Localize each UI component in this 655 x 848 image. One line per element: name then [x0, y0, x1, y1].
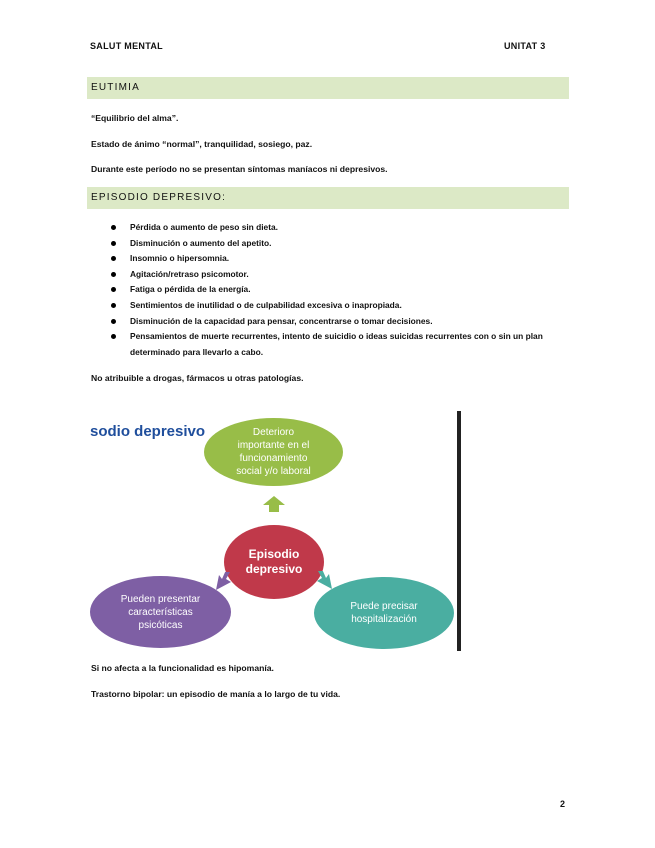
- node-text-line: hospitalización: [351, 614, 417, 625]
- symptom-text: Agitación/retraso psicomotor.: [130, 268, 249, 279]
- bullet-icon: [111, 303, 116, 308]
- symptom-text: Insomnio o hipersomnia.: [130, 253, 230, 264]
- symptom-text: Disminución de la capacidad para pensar, concentrarse o tomar decisiones.: [130, 315, 433, 326]
- symptom-text: Fatiga o pérdida de la energía.: [130, 284, 251, 295]
- eutimia-paragraph-1: “Equilibrio del alma”.: [91, 113, 179, 123]
- node-text-line: Pueden presentar: [120, 593, 201, 605]
- central-node-episodio: [224, 525, 324, 599]
- symptom-text: Pérdida o aumento de peso sin dieta.: [130, 222, 278, 232]
- consequence-node-deterioro: [204, 418, 343, 486]
- symptom-text: Sentimientos de inutilidad o de culpabilidad excesiva o inapropiada.: [130, 299, 402, 310]
- list-item: [110, 282, 568, 298]
- bullet-icon: [111, 225, 116, 230]
- node-text-line: importante en el: [237, 440, 310, 451]
- eutimia-paragraph-2: Estado de ánimo “normal”, tranquilidad, sosiego, paz.: [91, 139, 313, 149]
- list-item: [110, 251, 568, 267]
- symptom-text: Pensamientos de muerte recurrentes, intento de suicidio o ideas suicidas recurrentes con o sin un plan determinado para llevarlo a cabo.: [130, 331, 543, 357]
- consequence-node-hospitalizacion: [314, 577, 454, 649]
- bullet-icon: [111, 334, 116, 339]
- bullet-icon: [111, 319, 116, 324]
- consequence-node-psicoticas: [90, 576, 231, 648]
- node-text-line: Puede precisar: [350, 601, 418, 612]
- arrow-down-right-icon: [314, 571, 334, 591]
- symptom-list: [110, 220, 568, 360]
- diagram-title: sodio depresivo: [90, 423, 206, 440]
- list-item: [110, 236, 568, 252]
- section-title-episodio-depresivo: EPISODIO DEPRESIVO:: [87, 187, 569, 209]
- arrow-up-icon: [263, 496, 285, 512]
- diagram-divider: [457, 411, 461, 651]
- node-text-line: social y/o laboral: [236, 466, 311, 477]
- node-text-line: características: [128, 606, 193, 618]
- list-item: [110, 267, 568, 283]
- list-item: [110, 329, 568, 360]
- node-text-line: psicóticas: [138, 619, 183, 631]
- bipolar-paragraph: Trastorno bipolar: un episodio de manía a lo largo de tu vida.: [91, 689, 341, 699]
- exclusion-paragraph: No atribuible a drogas, fármacos u otras patologías.: [91, 373, 304, 383]
- node-text-line: Deterioro: [252, 427, 295, 438]
- hipomania-paragraph: Si no afecta a la funcionalidad es hipomanía.: [91, 663, 274, 673]
- list-item: [110, 314, 568, 330]
- section-title-eutimia: EUTIMIA: [87, 77, 569, 99]
- bullet-icon: [111, 241, 116, 246]
- node-text-line: funcionamiento: [239, 453, 308, 464]
- bullet-icon: [111, 287, 116, 292]
- arrow-down-left-icon: [214, 572, 234, 592]
- symptom-text: Disminución o aumento del apetito.: [130, 237, 272, 248]
- list-item: [110, 220, 568, 236]
- eutimia-paragraph-3: Durante este período no se presentan síntomas maníacos ni depresivos.: [91, 164, 388, 174]
- header-subject: SALUT MENTAL: [90, 41, 163, 51]
- page-number: 2: [560, 799, 566, 809]
- bullet-icon: [111, 256, 116, 261]
- node-text-line: Episodio: [248, 547, 300, 561]
- list-item: [110, 298, 568, 314]
- bullet-icon: [111, 272, 116, 277]
- node-text-line: depresivo: [245, 562, 303, 576]
- header-unit: UNITAT 3: [504, 41, 546, 51]
